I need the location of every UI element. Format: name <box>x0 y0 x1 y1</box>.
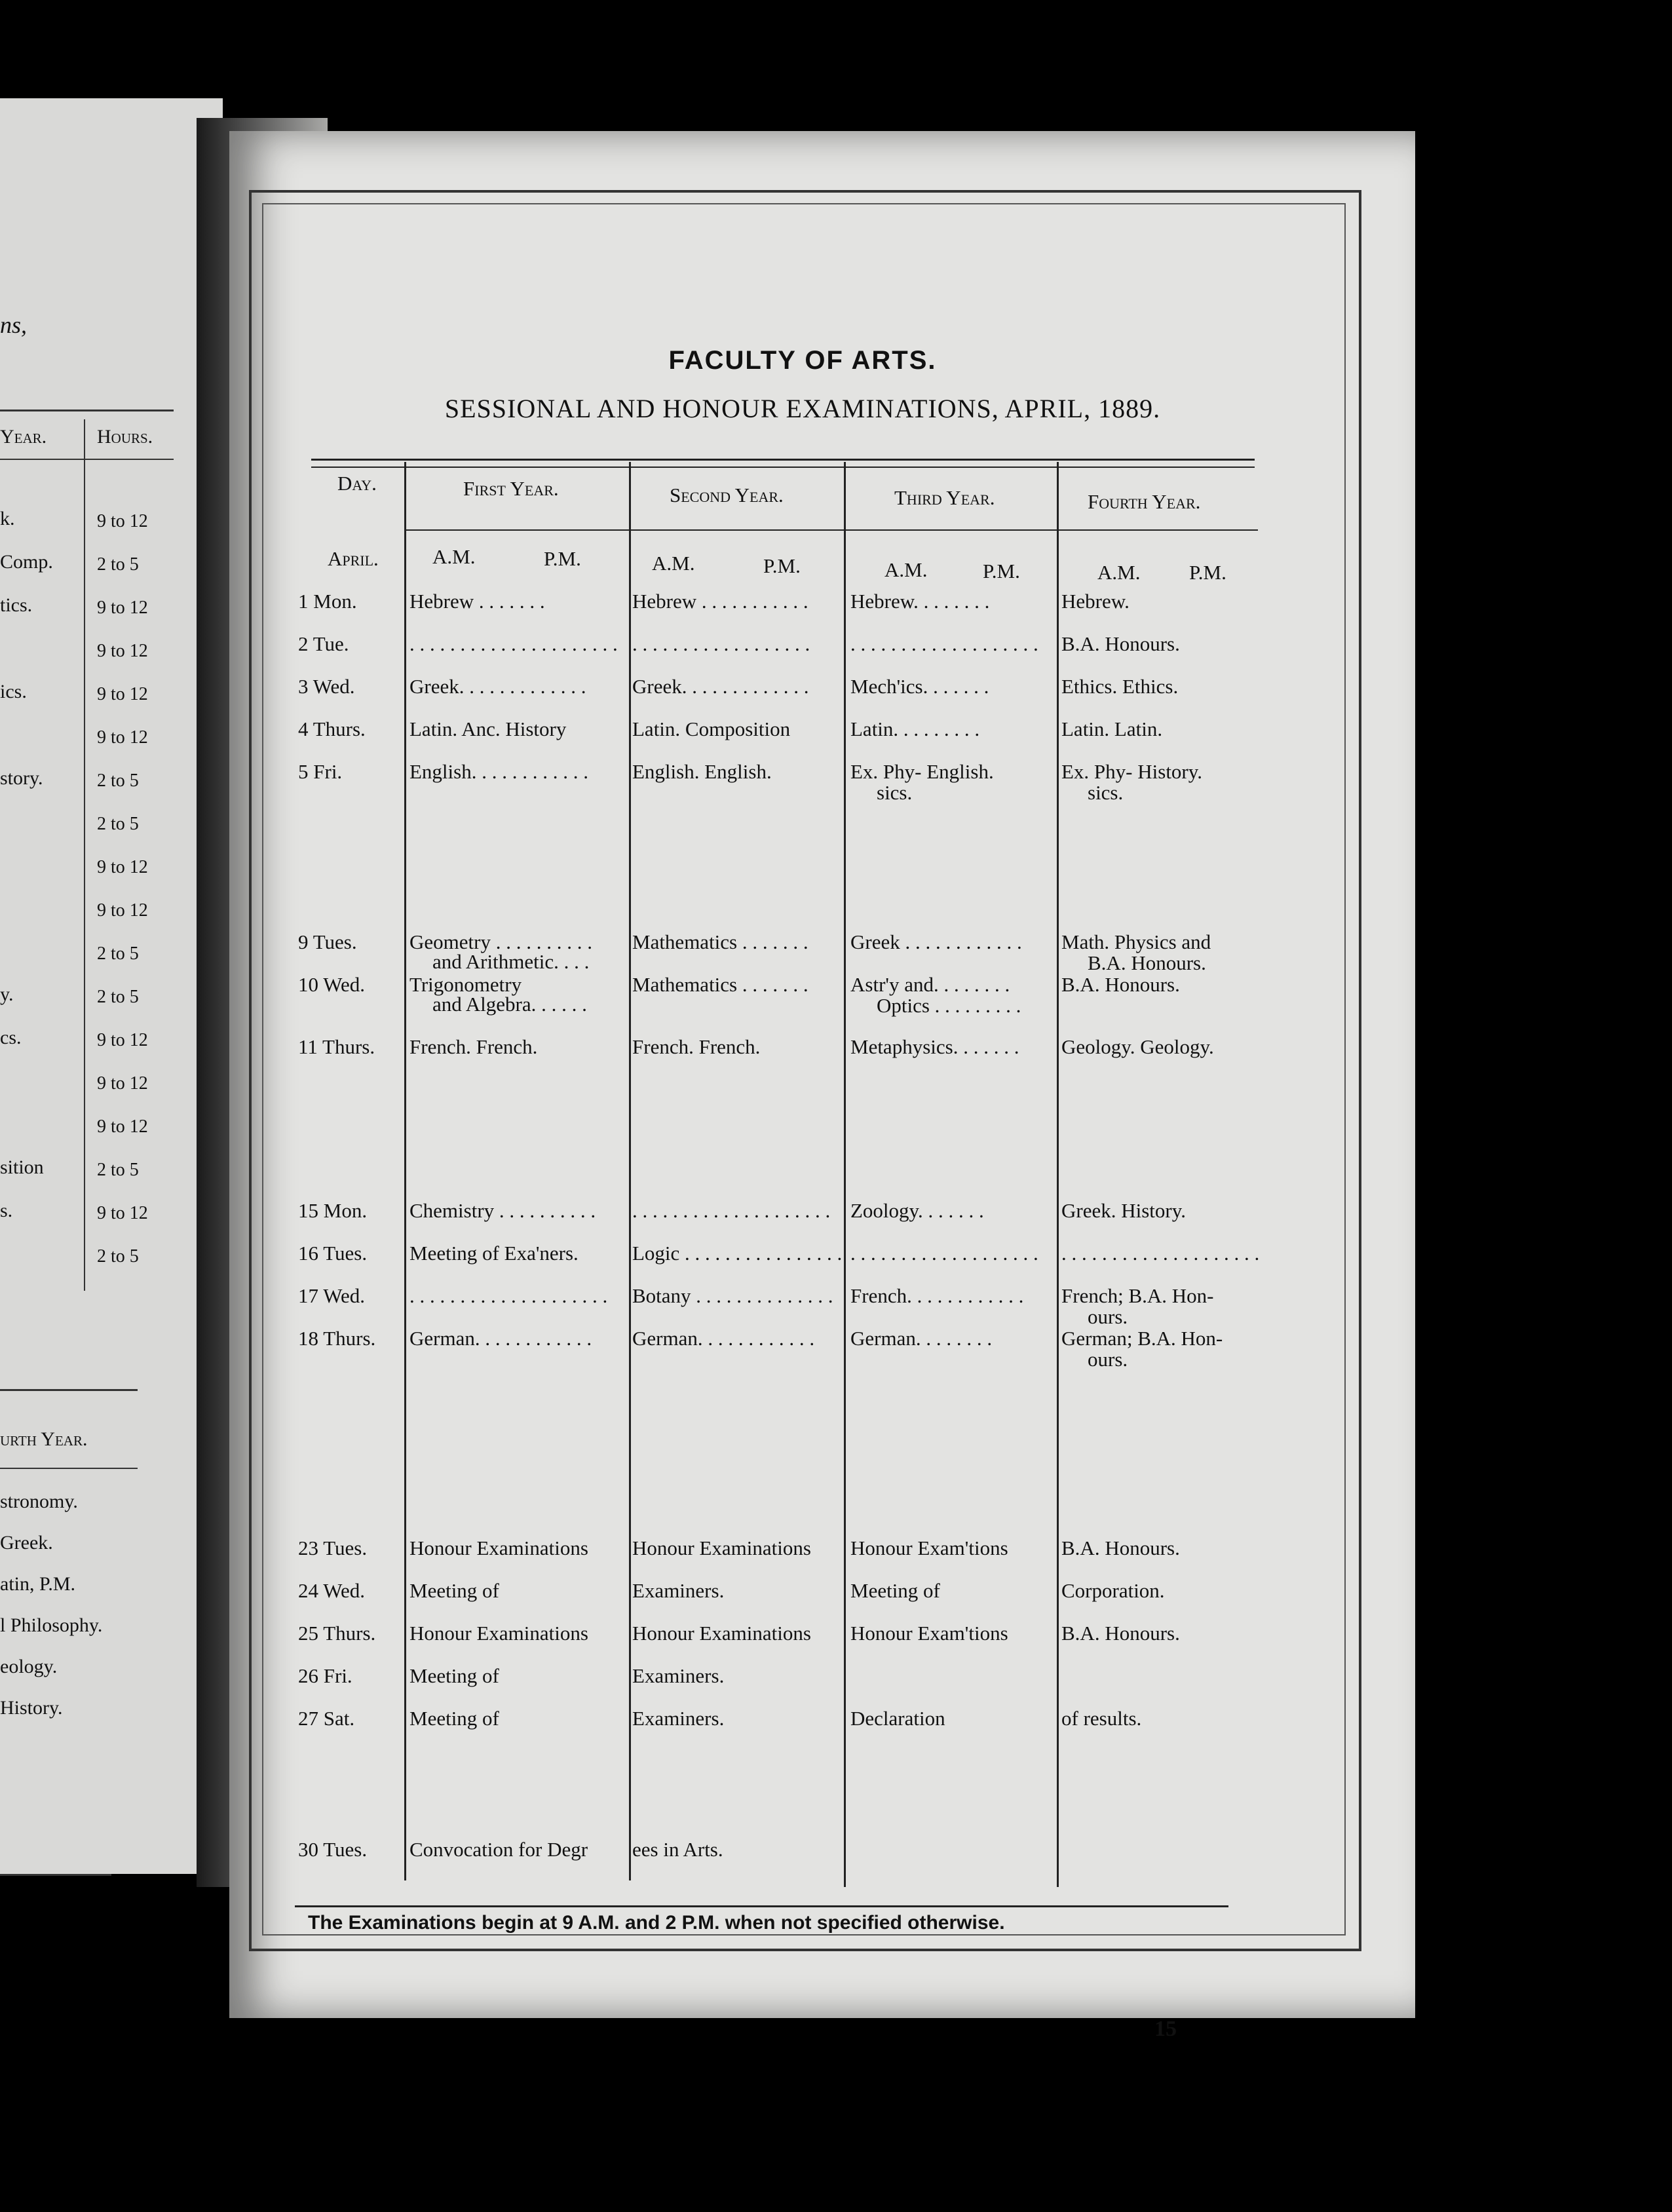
cell-second-year: Hebrew . . . . . . . . . . . <box>632 590 808 613</box>
left-row-hours: 2 to 5 <box>97 814 139 834</box>
cell-third-year: Meeting of <box>850 1579 940 1602</box>
left-row-hours: 9 to 12 <box>97 511 148 531</box>
cell-fourth-year: Geology. Geology. <box>1061 1035 1214 1058</box>
left-page-header: ns, <box>0 312 28 338</box>
cell-first-year: Meeting of <box>409 1664 499 1687</box>
table-rule-top-1 <box>311 459 1255 461</box>
cell-third-year: Honour Exam'tions <box>850 1536 1008 1559</box>
cell-first-year-cont: and Algebra. . . . . . <box>432 993 587 1016</box>
cell-third-year: . . . . . . . . . . . . . . . . . . . <box>850 1242 1038 1265</box>
cell-first-year: Trigonometry <box>409 973 522 996</box>
left-row-hours: 9 to 12 <box>97 684 148 704</box>
cell-third-year-cont: sics. <box>877 781 913 804</box>
cell-second-year: Examiners. <box>632 1664 725 1687</box>
fourth-pm: P.M. <box>1189 561 1226 584</box>
col-header-third-year: Third Year. <box>894 486 995 509</box>
left-row-hours: 9 to 12 <box>97 1030 148 1050</box>
cell-first-year: Meeting of Exa'ners. <box>409 1242 579 1265</box>
cell-first-year: . . . . . . . . . . . . . . . . . . . . <box>409 1284 608 1307</box>
row-day: 30 Tues. <box>298 1838 368 1861</box>
cell-first-year: English. . . . . . . . . . . . <box>409 760 588 783</box>
left-row-hours: 9 to 12 <box>97 641 148 661</box>
left-row-label: cs. <box>0 1027 22 1048</box>
cell-third-year: German. . . . . . . . <box>850 1327 993 1350</box>
cell-first-year: German. . . . . . . . . . . . <box>409 1327 592 1350</box>
cell-first-year-cont: and Arithmetic. . . . <box>432 950 590 973</box>
cell-third-year: Astr'y and. . . . . . . . <box>850 973 1010 996</box>
cell-second-year: Greek. . . . . . . . . . . . . <box>632 675 809 698</box>
row-day: 15 Mon. <box>298 1199 368 1222</box>
left-row-hours: 2 to 5 <box>97 554 139 575</box>
row-day: 27 Sat. <box>298 1707 355 1730</box>
left-row-label: Comp. <box>0 551 53 573</box>
first-am: A.M. <box>432 545 476 568</box>
cell-fourth-year: Latin. Latin. <box>1061 717 1163 740</box>
cell-third-year: Declaration <box>850 1707 945 1730</box>
left-row-hours: 9 to 12 <box>97 1116 148 1137</box>
cell-first-year: Geometry . . . . . . . . . . <box>409 930 592 953</box>
table-rule-top-2 <box>311 467 1255 468</box>
cell-second-year: Examiners. <box>632 1579 725 1602</box>
cell-third-year: Latin. . . . . . . . . <box>850 717 980 740</box>
cell-second-year: . . . . . . . . . . . . . . . . . . . . <box>632 1199 831 1222</box>
cell-first-year: Honour Examinations <box>409 1622 588 1645</box>
cell-second-year: Mathematics . . . . . . . <box>632 973 808 996</box>
cell-second-year: . . . . . . . . . . . . . . . . . . <box>632 632 810 655</box>
left-rule-mid2 <box>0 1468 138 1469</box>
row-day: 10 Wed. <box>298 973 365 996</box>
left-col-hours: Hours. <box>97 426 153 448</box>
cell-first-year: Meeting of <box>409 1579 499 1602</box>
left-row-label: k. <box>0 508 15 529</box>
left-section2-row: Greek. <box>0 1532 53 1554</box>
row-day: 16 Tues. <box>298 1242 368 1265</box>
left-row-label: ics. <box>0 681 27 702</box>
cell-first-year: Latin. Anc. History <box>409 717 567 740</box>
first-pm: P.M. <box>544 547 581 570</box>
left-row-hours: 9 to 12 <box>97 1073 148 1094</box>
cell-fourth-year: German; B.A. Hon- <box>1061 1327 1223 1350</box>
cell-third-year: Mech'ics. . . . . . . <box>850 675 989 698</box>
cell-fourth-year: Ex. Phy- History. <box>1061 760 1202 783</box>
third-am: A.M. <box>884 558 928 581</box>
row-day: 9 Tues. <box>298 930 357 953</box>
col-divider-day <box>404 462 406 1880</box>
left-row-hours: 2 to 5 <box>97 771 139 791</box>
month-label: April. <box>328 547 379 570</box>
left-row-hours: 9 to 12 <box>97 598 148 618</box>
cell-first-year: Greek. . . . . . . . . . . . . <box>409 675 586 698</box>
row-day: 4 Thurs. <box>298 717 366 740</box>
second-am: A.M. <box>652 552 695 575</box>
cell-third-year: French. . . . . . . . . . . . <box>850 1284 1024 1307</box>
left-row-label: tics. <box>0 594 33 616</box>
page-title: FACULTY OF ARTS. <box>668 346 937 375</box>
cell-fourth-year: of results. <box>1061 1707 1142 1730</box>
row-day: 2 Tue. <box>298 632 349 655</box>
left-row-hours: 9 to 12 <box>97 1203 148 1223</box>
row-day: 23 Tues. <box>298 1536 368 1559</box>
left-section2-row: l Philosophy. <box>0 1614 103 1636</box>
cell-second-year: Logic . . . . . . . . . . . . . . . . <box>632 1242 843 1265</box>
cell-second-year: Latin. Composition <box>632 717 791 740</box>
cell-first-year: Honour Examinations <box>409 1536 588 1559</box>
left-row-label: s. <box>0 1200 13 1221</box>
cell-second-year: German. . . . . . . . . . . . <box>632 1327 815 1350</box>
col-divider-first <box>629 462 631 1880</box>
cell-fourth-year: B.A. Honours. <box>1061 973 1180 996</box>
fourth-am: A.M. <box>1097 561 1141 584</box>
left-section2-row: atin, P.M. <box>0 1573 76 1595</box>
cell-second-year: Honour Examinations <box>632 1622 811 1645</box>
left-row-label: sition <box>0 1156 44 1178</box>
cell-third-year: Zoology. . . . . . . <box>850 1199 984 1222</box>
row-day: 18 Thurs. <box>298 1327 376 1350</box>
row-day: 11 Thurs. <box>298 1035 375 1058</box>
left-section2-header: urth Year. <box>0 1428 88 1450</box>
left-rule-top <box>0 410 174 411</box>
cell-fourth-year-cont: sics. <box>1088 781 1124 804</box>
row-day: 1 Mon. <box>298 590 357 613</box>
cell-second-year: ees in Arts. <box>632 1838 723 1861</box>
left-row-hours: 9 to 12 <box>97 857 148 877</box>
left-rule-mid <box>0 1389 138 1391</box>
left-rule-head <box>0 459 174 460</box>
cell-fourth-year: Ethics. Ethics. <box>1061 675 1179 698</box>
second-pm: P.M. <box>763 554 801 577</box>
cell-second-year: Botany . . . . . . . . . . . . . . <box>632 1284 833 1307</box>
left-col-divider <box>84 419 85 1291</box>
cell-third-year: Ex. Phy- English. <box>850 760 994 783</box>
cell-first-year: . . . . . . . . . . . . . . . . . . . . . <box>409 632 618 655</box>
row-day: 5 Fri. <box>298 760 343 783</box>
cell-second-year: French. French. <box>632 1035 761 1058</box>
col-header-second-year: Second Year. <box>670 484 784 506</box>
cell-second-year: Examiners. <box>632 1707 725 1730</box>
cell-fourth-year: Hebrew. <box>1061 590 1130 613</box>
col-divider-second <box>844 462 846 1887</box>
footnote: The Examinations begin at 9 A.M. and 2 P.M. when not specified otherwise. <box>308 1912 1005 1934</box>
cell-third-year: Hebrew. . . . . . . . <box>850 590 990 613</box>
cell-fourth-year: B.A. Honours. <box>1061 1622 1180 1645</box>
cell-third-year-cont: Optics . . . . . . . . . <box>877 994 1021 1017</box>
left-row-label: y. <box>0 983 14 1005</box>
cell-third-year: Greek . . . . . . . . . . . . <box>850 930 1022 953</box>
left-section2-row: History. <box>0 1697 63 1719</box>
cell-fourth-year-cont: ours. <box>1088 1348 1128 1371</box>
left-row-hours: 9 to 12 <box>97 900 148 921</box>
left-rule-bottom <box>0 1874 111 1876</box>
left-section2-row: stronomy. <box>0 1491 78 1512</box>
third-pm: P.M. <box>983 560 1020 582</box>
cell-first-year: Hebrew . . . . . . . <box>409 590 545 613</box>
page-number: 15 <box>1154 2017 1177 2041</box>
table-rule-bottom <box>295 1905 1228 1907</box>
left-row-hours: 2 to 5 <box>97 987 139 1007</box>
row-day: 26 Fri. <box>298 1664 352 1687</box>
cell-third-year: Honour Exam'tions <box>850 1622 1008 1645</box>
col-header-first-year: First Year. <box>463 477 559 500</box>
cell-fourth-year: Greek. History. <box>1061 1199 1186 1222</box>
row-day: 3 Wed. <box>298 675 355 698</box>
table-rule-header <box>406 529 1258 531</box>
cell-fourth-year: Math. Physics and <box>1061 930 1211 953</box>
previous-page-strip <box>0 98 223 1874</box>
cell-second-year: Mathematics . . . . . . . <box>632 930 808 953</box>
cell-second-year: English. English. <box>632 760 772 783</box>
cell-fourth-year: B.A. Honours. <box>1061 632 1180 655</box>
row-day: 25 Thurs. <box>298 1622 376 1645</box>
cell-second-year: Honour Examinations <box>632 1536 811 1559</box>
cell-fourth-year-cont: ours. <box>1088 1305 1128 1328</box>
cell-first-year: Convocation for Degr <box>409 1838 588 1861</box>
col-header-fourth-year: Fourth Year. <box>1088 490 1201 513</box>
cell-fourth-year: Corporation. <box>1061 1579 1165 1602</box>
cell-fourth-year-cont: B.A. Honours. <box>1088 951 1206 974</box>
row-day: 24 Wed. <box>298 1579 365 1602</box>
left-row-hours: 2 to 5 <box>97 1160 139 1180</box>
cell-third-year: . . . . . . . . . . . . . . . . . . . <box>850 632 1038 655</box>
page-subtitle: SESSIONAL AND HONOUR EXAMINATIONS, APRIL, 1889. <box>444 394 1161 423</box>
cell-fourth-year: French; B.A. Hon- <box>1061 1284 1214 1307</box>
cell-first-year: Chemistry . . . . . . . . . . <box>409 1199 596 1222</box>
left-row-hours: 2 to 5 <box>97 944 139 964</box>
col-divider-third <box>1057 462 1059 1887</box>
left-col-year: Year. <box>0 426 47 448</box>
cell-first-year: Meeting of <box>409 1707 499 1730</box>
col-header-day: Day. <box>337 472 377 495</box>
cell-fourth-year: B.A. Honours. <box>1061 1536 1180 1559</box>
cell-fourth-year: . . . . . . . . . . . . . . . . . . . . <box>1061 1242 1260 1265</box>
left-row-hours: 2 to 5 <box>97 1246 139 1267</box>
left-row-label: story. <box>0 767 43 789</box>
left-row-hours: 9 to 12 <box>97 727 148 748</box>
left-section2-row: eology. <box>0 1656 58 1677</box>
cell-first-year: French. French. <box>409 1035 538 1058</box>
cell-third-year: Metaphysics. . . . . . . <box>850 1035 1019 1058</box>
row-day: 17 Wed. <box>298 1284 365 1307</box>
